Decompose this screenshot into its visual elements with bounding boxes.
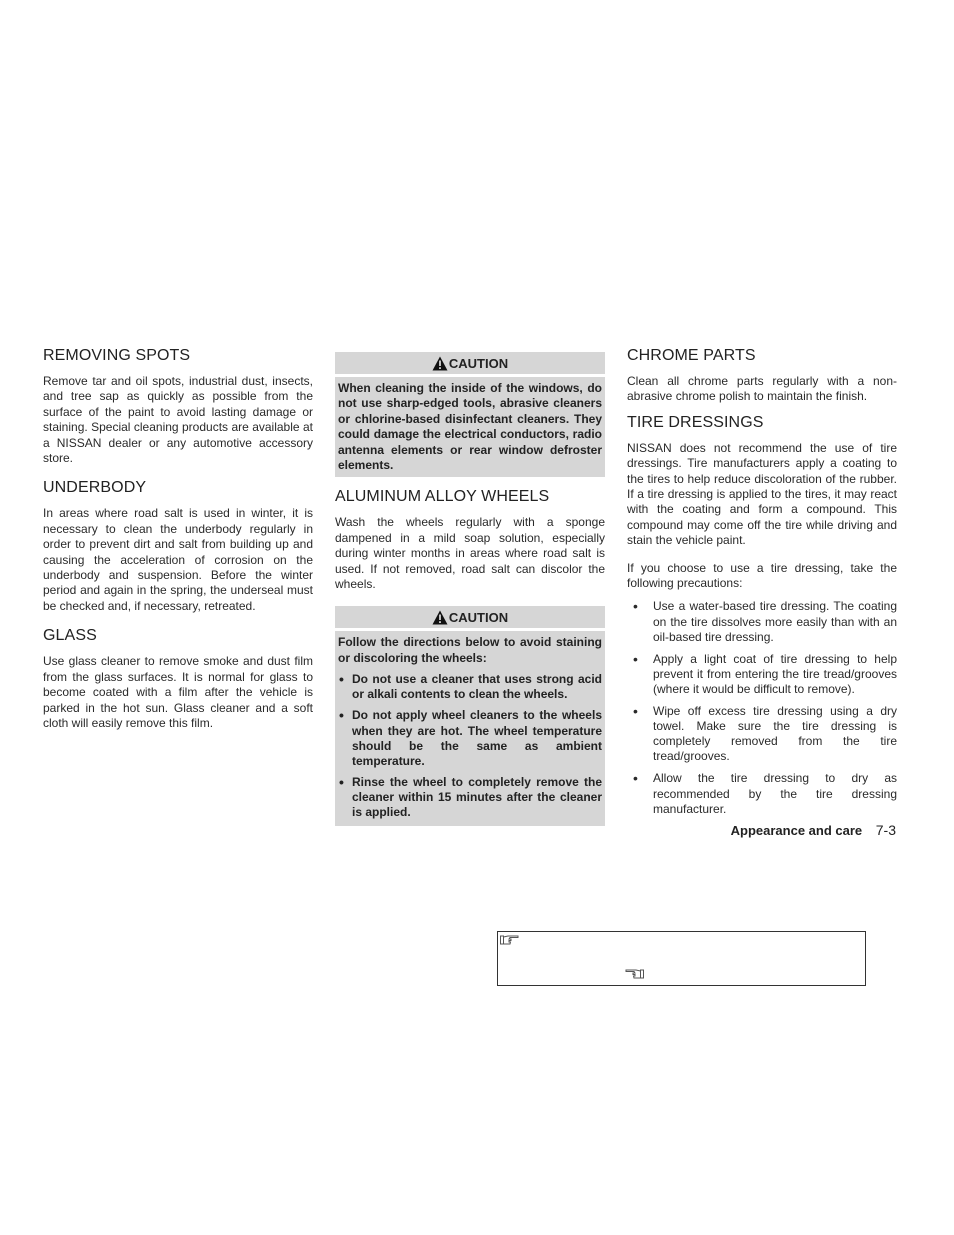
caution-label: CAUTION (448, 355, 509, 371)
caution-text: When cleaning the inside of the windows, do not use sharp-edged tools, abrasive cleaners or chlorine-based disinfectant cleaners. They could damage the electrical conductors, radio antenna elements or rear window defroster elements. (338, 381, 602, 473)
caution-header (335, 352, 605, 377)
section-removing-spots (43, 346, 313, 466)
precaution-item: • Wipe off excess tire dressing using a dry towel. Make sure the tire dressing is completely removed from the tire tread/grooves. (627, 704, 897, 764)
caution-list-item: • Do not apply wheel cleaners to the wheels when they are hot. The wheel temperature should be the same as ambient temperature. (338, 708, 602, 768)
heading-chrome-parts: CHROME PARTS (627, 347, 756, 364)
caution-box-wheels (335, 606, 605, 826)
paragraph-tire-dressings-intro: If you choose to use a tire dressing, take the following precautions: (627, 560, 897, 591)
heading-removing-spots: REMOVING SPOTS (43, 347, 191, 364)
paragraph-chrome-parts: Clean all chrome parts regularly with a non-abrasive chrome polish to maintain the finish. (627, 374, 897, 404)
heading-tire-dressings: TIRE DRESSINGS (627, 413, 764, 431)
section-glass (43, 626, 313, 731)
heading-underbody: UNDERBODY (43, 479, 147, 497)
paragraph-tire-dressings: NISSAN does not recommend the use of tire dressings. Tire manufacturers apply a coating to the tires to help reduce discoloration of the rubber. If a tire dressing is applied to the tires, it may react with the coating and form a compound. This compound may come off the tire while driving and stain the vehicle paint. (627, 440, 897, 548)
section-aluminum-alloy-wheels (335, 487, 605, 592)
pointing-hand-right-icon (500, 934, 520, 946)
paragraph-glass: Use glass cleaner to remove smoke and dust film from the glass surfaces. It is normal for glass to become coated with a film after the vehicle is parked in the hot sun. Glass cleaner and a soft cloth will easily remove this film. (43, 654, 313, 730)
page-number: 7-3 (875, 822, 896, 838)
section-underbody (43, 478, 313, 614)
paragraph-aluminum-alloy-wheels: Wash the wheels regularly with a sponge dampened in a mild soap solution, especially during winter months in areas where road salt is used. If not removed, road salt can discolor the wheels. (335, 515, 605, 592)
footer-section-title: Appearance and care (730, 823, 863, 838)
column-2 (335, 352, 605, 836)
warning-triangle-icon (432, 356, 448, 371)
page-footer (731, 822, 896, 838)
paragraph-removing-spots: Remove tar and oil spots, industrial dust, insects, and tree sap as quickly as possible from the surface of the paint to avoid lasting damage or staining. Special cleaning products are available at a NISSAN dealer or any automotive accessory store. (43, 374, 313, 466)
caution-intro: Follow the directions below to avoid staining or discoloring the wheels: (338, 635, 602, 665)
tire-dressing-precautions-list (627, 599, 897, 816)
caution-list-item: • Rinse the wheel to completely remove the cleaner within 15 minutes after the cleaner is applied. (338, 775, 602, 820)
caution-body (335, 631, 605, 826)
warning-triangle-icon (432, 610, 448, 625)
caution-label: CAUTION (448, 609, 509, 625)
column-1 (43, 346, 313, 743)
caution-box-windows (335, 352, 605, 477)
heading-aluminum-alloy-wheels: ALUMINUM ALLOY WHEELS (335, 488, 550, 506)
precaution-item: • Allow the tire dressing to dry as recommended by the tire dressing manufacturer. (627, 771, 897, 816)
caution-list-item: • Do not use a cleaner that uses strong acid or alkali contents to clean the wheels. (338, 672, 602, 702)
column-3 (627, 346, 897, 824)
caution-body (335, 377, 605, 477)
section-chrome-parts (627, 346, 897, 405)
pointing-hand-left-icon (624, 968, 644, 980)
section-tire-dressings (627, 413, 897, 817)
caution-header (335, 606, 605, 631)
heading-glass: GLASS (43, 627, 97, 645)
caution-list (338, 672, 602, 820)
reference-box (497, 931, 866, 986)
paragraph-underbody: In areas where road salt is used in winter, it is necessary to clean the underbody regularly in order to prevent dirt and salt from building up and causing the acceleration of corrosion on the underbody and suspension. Before the winter period and again in the spring, the underseal must be checked and, if necessary, retreated. (43, 506, 313, 613)
precaution-item: • Use a water-based tire dressing. The coating on the tire dissolves more easily than with an oil-based tire dressing. (627, 599, 897, 644)
precaution-item: • Apply a light coat of tire dressing to help prevent it from entering the tire tread/grooves (where it would be difficult to remove). (627, 652, 897, 697)
